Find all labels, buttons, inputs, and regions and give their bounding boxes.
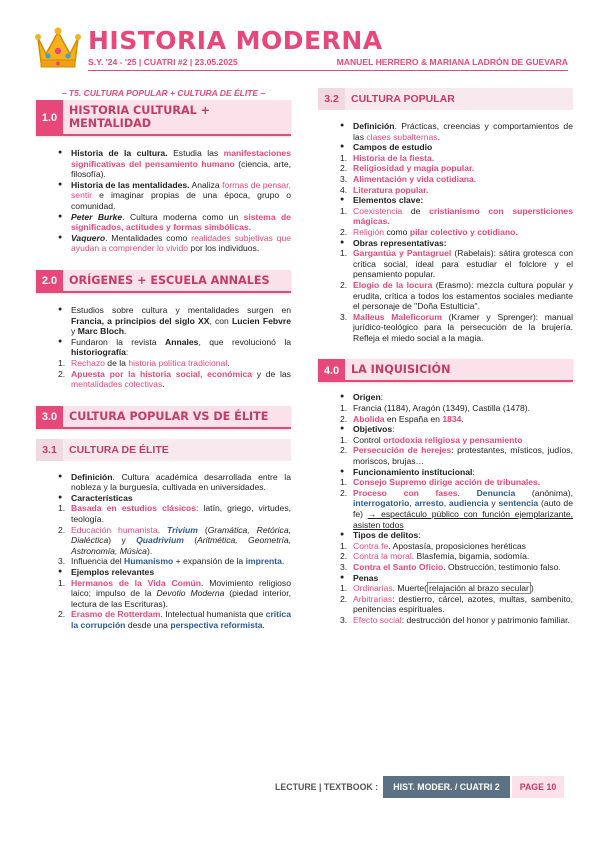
authors: MANUEL HERRERO & MARIANA LADRÓN DE GUEVARA <box>336 57 568 67</box>
list-item: ● Objetivos: <box>340 424 573 435</box>
section-number: 3.1 <box>36 439 63 461</box>
list-item: ● Historia de la cultura. Estudia las manifestaciones significativas del pensamiento humano (ciencia, arte, filosofía). <box>58 148 291 180</box>
section-title: CULTURA POPULAR <box>345 88 573 110</box>
list-item: ● Estudios sobre cultura y mentalidades surgen en Francia, a principios del siglo XX, con Lucien Febvre y Marc Bloch. <box>58 305 291 337</box>
page-footer <box>0 776 600 800</box>
list-item: 1. Hermanos de la Vida Común. Movimiento religioso laico; impulso de la Devotio Moderna (piedad interior, lectura de las Escrituras). <box>58 577 291 609</box>
list-item: 1. Contra fe. Apostasía, proposiciones heréticas <box>340 540 526 551</box>
list-item: 2. Religión como pilar colectivo y cotidiano. <box>340 226 518 237</box>
list-item: 1. Historia de la fiesta. <box>340 152 435 163</box>
footer-source: LECTURE | TEXTBOOK : <box>275 782 379 792</box>
page-number: PAGE 10 <box>512 776 564 798</box>
crown-icon <box>34 24 82 70</box>
list-item: ● Origen: <box>340 392 573 403</box>
list-item: 2. Contra la moral. Blasfemia, bigamia, sodomía. <box>340 551 530 562</box>
list-item: ● Ejemplos relevantes <box>58 567 291 578</box>
footer-course: HIST. MODER. / CUATRI 2 <box>383 776 510 798</box>
list-item: 2. Erasmo de Rotterdam. Intelectual humanista que critica la corrupción desde una perspectiva reformista. <box>58 609 291 630</box>
list-item: 1. Coexistencia de cristianismo con supersticiones mágicas. <box>340 205 573 227</box>
section-4-0-header <box>318 359 573 382</box>
page-title: HISTORIA MODERNA <box>88 26 383 55</box>
list-item: 3. Malleus Maleficorum (Kramer y Sprenger): manual jurídico-teológico para la persecución de la brujería. Refleja el miedo social a la magia. <box>340 311 573 343</box>
list-item: ● Elementos clave: <box>340 195 573 206</box>
section-number: 3.2 <box>318 88 345 110</box>
list-item: 2. Religiosidad y magia popular. <box>340 163 475 174</box>
list-item: 3. Influencia del Humanismo + expansión de la imprenta. <box>58 556 285 567</box>
section-3-1-content <box>36 466 291 637</box>
list-item: ● Historia de las mentalidades. Analiza formas de pensar, sentir e imaginar propias de una época, grupo o comunidad. <box>58 180 291 212</box>
list-item: 3. Alimentación y vida cotidiana. <box>340 173 477 184</box>
list-item: 1. Francia (1184), Aragón (1349), Castilla (1478). <box>340 403 531 414</box>
section-title: CULTURA POPULAR VS DE ÉLITE <box>63 406 291 429</box>
meta-bar <box>88 56 568 71</box>
list-item: ● Vaquero. Mentalidades como realidades subjetivas que ayudan a comprender lo vivido por los individuos. <box>58 233 291 254</box>
list-item: ● Características <box>58 493 291 504</box>
page-header <box>34 22 574 82</box>
list-item: 3. Contra el Santo Oficio. Obstrucción, testimonio falso. <box>340 561 561 572</box>
list-item: ● Peter Burke. Cultura moderna como un sistema de significados, actitudes y formas simbólicas. <box>58 212 291 233</box>
list-item: ● Campos de estudio <box>340 142 573 153</box>
list-item: ● Definición. Prácticas, creencias y comportamientos de las clases subalternas. <box>340 121 573 142</box>
list-item: 4. Literatura popular. <box>340 184 429 195</box>
list-item: 2. Elogio de la locura (Erasmo): mezcla cultura popular y erudita, crítica a todos los estamentos sociales mediante el personaje de "Doña Estulticia". <box>340 279 573 312</box>
section-title: ORÍGENES + ESCUELA ANNALES <box>63 270 291 293</box>
section-3-2-content <box>318 115 573 349</box>
list-item: 2. Abolida en España en 1834. <box>340 413 464 424</box>
section-title: CULTURA DE ÉLITE <box>63 439 291 461</box>
section-number: 4.0 <box>318 359 345 382</box>
section-number: 1.0 <box>36 100 63 136</box>
section-title: LA INQUISICIÓN <box>345 359 573 382</box>
section-1-0-header <box>36 100 291 136</box>
list-item: ● Obras representativas: <box>340 238 573 249</box>
section-3-0-header <box>36 406 291 429</box>
list-item: 1. Rechazo de la historia política tradicional. <box>58 357 230 368</box>
right-column <box>318 88 573 642</box>
list-item: 2. Proceso con fases. Denuncia (anónima), interrogatorio, arresto, audiencia y sentencia (auto de fe) → espectáculo público con función ejemplarizante, asisten todos <box>340 487 574 530</box>
section-number: 3.0 <box>36 406 63 429</box>
course-meta: S.Y. '24 - '25 | CUATRI #2 | 23.05.2025 <box>88 57 238 67</box>
list-item: 2. Apuesta por la historia social, económica y de las mentalidades colectivas. <box>58 368 291 390</box>
list-item: 2. Arbitrarias: destierro, cárcel, azotes, multas, sambenito, penitencias espirituales. <box>340 593 573 615</box>
list-item: 1. Consejo Supremo dirige acción de tribunales. <box>340 477 541 488</box>
list-item: 1. Gargantúa y Pantagruel (Rabelais): sátira grotesca con crítica social, ideal para estudiar el folclore y el pensamiento popular. <box>340 248 573 280</box>
list-item: ● Tipos de delitos: <box>340 530 573 541</box>
section-number: 2.0 <box>36 270 63 293</box>
list-item: ● Definición. Cultura académica desarrollada entre la nobleza y la burguesía, cultivada en universidades. <box>58 472 291 493</box>
topic-subtitle: – T5. CULTURA POPULAR + CULTURA DE ÉLITE – <box>61 88 266 98</box>
section-1-0-content <box>36 142 291 260</box>
section-3-1-header <box>36 439 291 461</box>
list-item: 1. Ordinarias. Muerte( relajación al brazo secular ) <box>340 583 534 594</box>
list-item: 3. Efecto social: destrucción del honor y patrimonio familiar. <box>340 614 570 625</box>
list-item: ● Fundaron la revista Annales, que revolucionó la historiografía: <box>58 337 291 358</box>
list-item: 2. Educación humanista. Trivium (Gramática, Retórica, Dialéctica) y Quadrivium (Aritmética, Geometría, Astronomía, Música). <box>58 524 292 556</box>
list-item: 1. Control ortodoxia religiosa y pensamiento <box>340 434 523 445</box>
section-2-0-header <box>36 270 291 293</box>
list-item: ● Funcionamiento institucional: <box>340 467 573 478</box>
section-title: HISTORIA CULTURAL + MENTALIDAD <box>63 100 291 136</box>
section-4-0-content <box>318 388 573 631</box>
left-column <box>36 88 291 647</box>
section-3-2-header <box>318 88 573 110</box>
list-item: 2. Persecución de herejes: protestantes, místicos, judíos, moriscos, brujas… <box>340 445 573 467</box>
list-item: ● Penas <box>340 573 573 584</box>
list-item: 1. Basada en estudios clásicos: latín, griego, virtudes, teología. <box>58 503 291 525</box>
section-2-0-content <box>36 299 291 396</box>
